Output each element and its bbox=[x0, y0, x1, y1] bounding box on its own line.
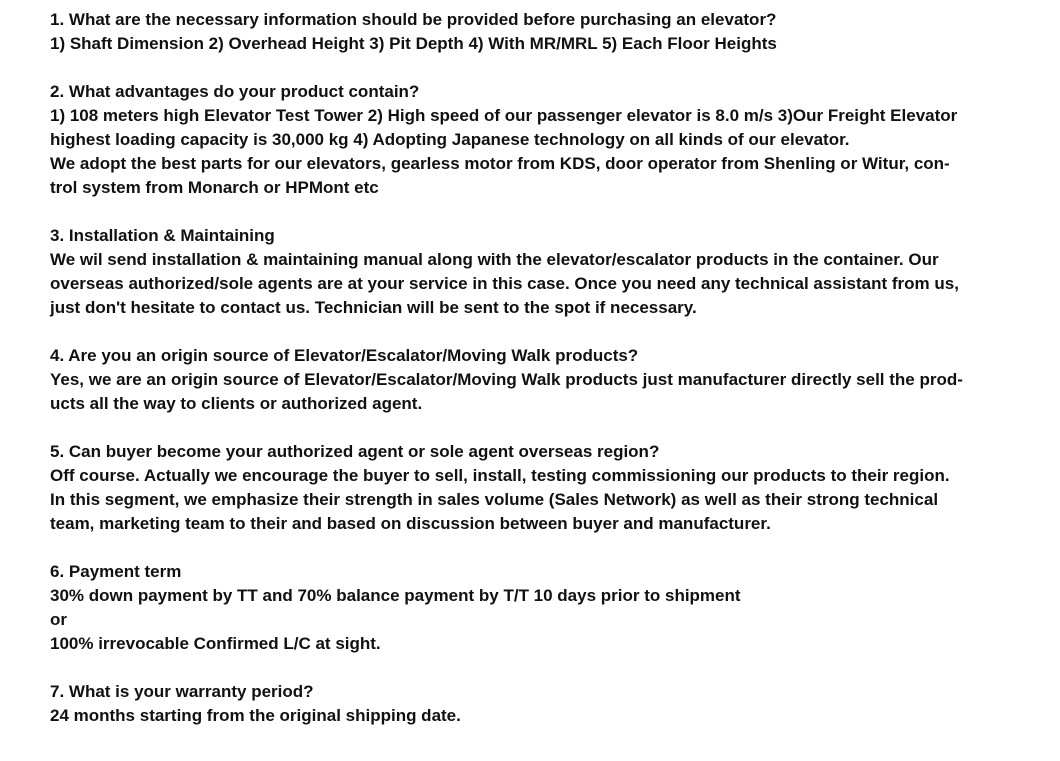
faq-question: 3. Installation & Maintaining bbox=[50, 226, 275, 245]
faq-answer-line: We wil send installation & maintaining manual along with the elevator/escalator products in the container. Our bbox=[50, 250, 939, 269]
faq-question: 6. Payment term bbox=[50, 562, 182, 581]
faq-item-1 bbox=[50, 8, 1040, 56]
faq-item-7 bbox=[50, 680, 1040, 728]
faq-answer-line: ucts all the way to clients or authorized agent. bbox=[50, 394, 423, 413]
faq-item-5 bbox=[50, 440, 1040, 536]
faq-item-6 bbox=[50, 560, 1040, 656]
faq-answer-line: overseas authorized/sole agents are at your service in this case. Once you need any technical assistant from us, bbox=[50, 274, 959, 293]
faq-answer-line: Off course. Actually we encourage the buyer to sell, install, testing commissioning our products to their region. bbox=[50, 466, 950, 485]
faq-answer-line: Yes, we are an origin source of Elevator/Escalator/Moving Walk products just manufacturer directly sell the prod- bbox=[50, 370, 963, 389]
faq-document bbox=[50, 8, 1040, 752]
faq-question: 7. What is your warranty period? bbox=[50, 682, 314, 701]
faq-item-2 bbox=[50, 80, 1040, 200]
faq-answer-line: trol system from Monarch or HPMont etc bbox=[50, 178, 379, 197]
faq-question: 4. Are you an origin source of Elevator/Escalator/Moving Walk products? bbox=[50, 346, 639, 365]
faq-answer-line: just don't hesitate to contact us. Technician will be sent to the spot if necessary. bbox=[50, 298, 697, 317]
faq-item-4 bbox=[50, 344, 1040, 416]
faq-answer: 24 months starting from the original shipping date. bbox=[50, 706, 461, 725]
faq-item-3 bbox=[50, 224, 1040, 320]
faq-answer-line: 30% down payment by TT and 70% balance payment by T/T 10 days prior to shipment bbox=[50, 586, 741, 605]
faq-answer-line: or bbox=[50, 610, 67, 629]
faq-answer-line: highest loading capacity is 30,000 kg 4) Adopting Japanese technology on all kinds of our elevator. bbox=[50, 130, 850, 149]
faq-question: 2. What advantages do your product contain? bbox=[50, 82, 420, 101]
faq-answer-line: We adopt the best parts for our elevators, gearless motor from KDS, door operator from Shenling or Witur, con- bbox=[50, 154, 950, 173]
faq-answer-line: In this segment, we emphasize their strength in sales volume (Sales Network) as well as their strong technical bbox=[50, 490, 939, 509]
faq-answer-line: 100% irrevocable Confirmed L/C at sight. bbox=[50, 634, 381, 653]
faq-answer-line: team, marketing team to their and based on discussion between buyer and manufacturer. bbox=[50, 514, 771, 533]
faq-question: 5. Can buyer become your authorized agent or sole agent overseas region? bbox=[50, 442, 660, 461]
faq-answer: 1) Shaft Dimension 2) Overhead Height 3) Pit Depth 4) With MR/MRL 5) Each Floor Heights bbox=[50, 34, 777, 53]
faq-answer-line: 1) 108 meters high Elevator Test Tower 2) High speed of our passenger elevator is 8.0 m/s 3)Our Freight Elevator bbox=[50, 106, 958, 125]
faq-question: 1. What are the necessary information should be provided before purchasing an elevator? bbox=[50, 10, 777, 29]
